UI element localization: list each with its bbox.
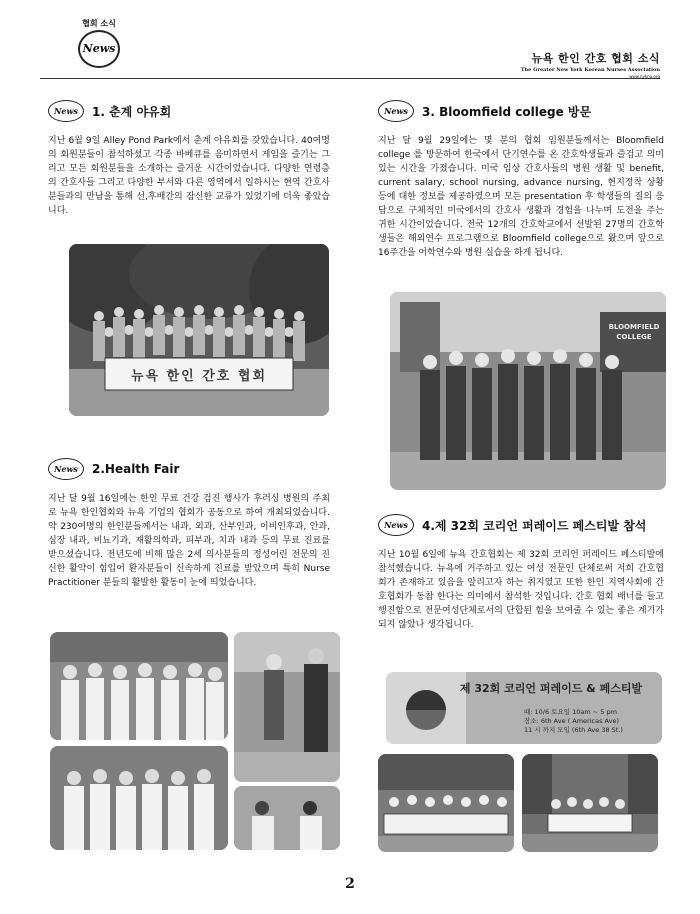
parade-poster: [386, 672, 662, 744]
org-website: www.nykna.org: [629, 74, 660, 79]
section-header: [48, 98, 330, 124]
news-badge: News: [48, 458, 84, 480]
poster-line-place: 장소: 6th Ave ( Americas Ave): [524, 717, 619, 725]
news-logo: [76, 18, 122, 70]
poster-details: [524, 708, 660, 735]
photo-health-fair-staff: [50, 632, 228, 740]
page-number: 2: [345, 876, 355, 892]
section-title: 1. 춘계 야유회: [92, 104, 172, 119]
section-header: [48, 456, 330, 482]
logo-kicker: 협회 소식: [82, 19, 116, 28]
photo-health-fair-consult: [234, 786, 340, 850]
section-title: 2.Health Fair: [92, 462, 180, 476]
section-title: 4.제 32회 코리언 퍼레이드 페스티발 참석: [422, 518, 647, 533]
org-name-ko: 뉴욕 한인 간호 협회 소식: [531, 52, 660, 65]
section-health-fair: [48, 456, 330, 590]
section-body: 지난 달 9월 16일에는 한인 무료 건강 검진 행사가 후러싱 병원의 주최로 뉴욕 한인협회와 뉴욕 기업의 협회가 공동으로 하여 개최되었습니다. 약 230여명의 한인분들께서는 내과, 외과, 산부인과, 이비인후과, 안과, 심장 내과, 비뇨기과, 재활의학과, 피부과, 치과 내과 등의 무료 진료를 받으셨습니다. 전년도에 비해 많은 2세 의사분들의 정성어린 전문의 진신한 활약이 힘입어 환자분들이 신속하게 진료를 받았으며 특히 Nurse Practitioner 분들의 활발한 활동이 눈에 띄었습니다.: [48, 494, 330, 588]
logo-word: News: [82, 42, 116, 55]
poster-title: 제 32회 코리언 퍼레이드 & 페스티발: [459, 682, 643, 695]
news-badge: News: [378, 514, 414, 536]
section-body: 지난 10월 6일에 뉴욕 간호협회는 제 32회 코리언 퍼레이드 페스티발에 참석했습니다. 뉴욕에 거주하고 있는 여성 전문인 단체로써 저희 간호협회가 존재하고 있음을 알리고자 하는 취지였고 또한 한인 지역사회에 간호협회가 동참 한다는 의미에서 참석한 것입니다. 간호 협회 배너를 들고 행진함으로 전문여성단체로서의 단합된 힘을 보여줄 수 있는 좋은 계기가 되지 않았나 생각됩니다.: [378, 550, 664, 630]
poster-line-meet: 11 시 까지 모임 (6th Ave 38 St.): [524, 726, 623, 734]
section-body: 지난 6월 9일 Alley Pond Park에서 춘계 야유회를 갖았습니다. 40여명의 회원분들이 참석하셨고 각종 바베큐를 음미하면서 게임을 즐기는 그리고 모든 회원분들을 소개하는 즐거운 시간이었습니다. 다양한 연령층의 간호사들 그리고 다양한 부서와 다른 영역에서 일하시는 현역 간호사분들과의 만남을 통해 선,후배간의 잠신한 교류가 있었기에 더욱 좋았습니다.: [48, 136, 330, 216]
section-korean-parade: [378, 512, 664, 632]
photo-picnic-group: [69, 244, 329, 416]
section-spring-picnic: [48, 98, 330, 218]
section-bloomfield-visit: [378, 98, 664, 260]
section-title: 3. Bloomfield college 방문: [422, 104, 592, 119]
section-header: [378, 512, 664, 538]
bloomfield-sign: BLOOMFIELD COLLEGE: [608, 323, 660, 341]
org-name-en: The Greater New York Korean Nurses Association: [520, 67, 660, 73]
picnic-banner-text: 뉴욕 한인 간호 협회: [130, 369, 268, 384]
photo-bloomfield-group: [390, 292, 666, 490]
section-body: 지난 달 9월 29일에는 몇 분의 협회 임원분들께서는 Bloomfield college 를 방문하여 한국에서 단기연수를 온 간호학생들과 즐겁고 의미있는 시간을 가졌습니다. 미국 임상 간호사들의 병원 생활 및 benefit, current salary, school nursing, advance nursing, 현지정착 상황 등에 대한 정보를 제공하였으며 모든 presentation 후 학생들의 질의 응답으로 구체적인 미국에서의 간호사 생활과 경험을 나누며 도전을 주는 귀한 시간이었습니다. 전국 12개의 간호학교에서 선발된 27명의 간호학생들은 해외연수 프로그램으로 Bloomfield college으로 왔으며 앞으로 16주간을 어학연수와 병원 실습을 하게 됩니다.: [378, 136, 664, 258]
masthead-rule: [40, 78, 660, 79]
photo-parade-march-2: [522, 754, 658, 852]
news-badge: News: [48, 100, 84, 122]
section-header: [378, 98, 664, 124]
photo-health-fair-screening: [234, 632, 340, 782]
photo-health-fair-doctors: [50, 746, 228, 850]
news-badge: News: [378, 100, 414, 122]
poster-line-date: 때: 10/6 토요일 10am ~ 5 pm: [524, 708, 617, 716]
photo-parade-march-1: [378, 754, 514, 852]
masthead: [521, 50, 660, 79]
